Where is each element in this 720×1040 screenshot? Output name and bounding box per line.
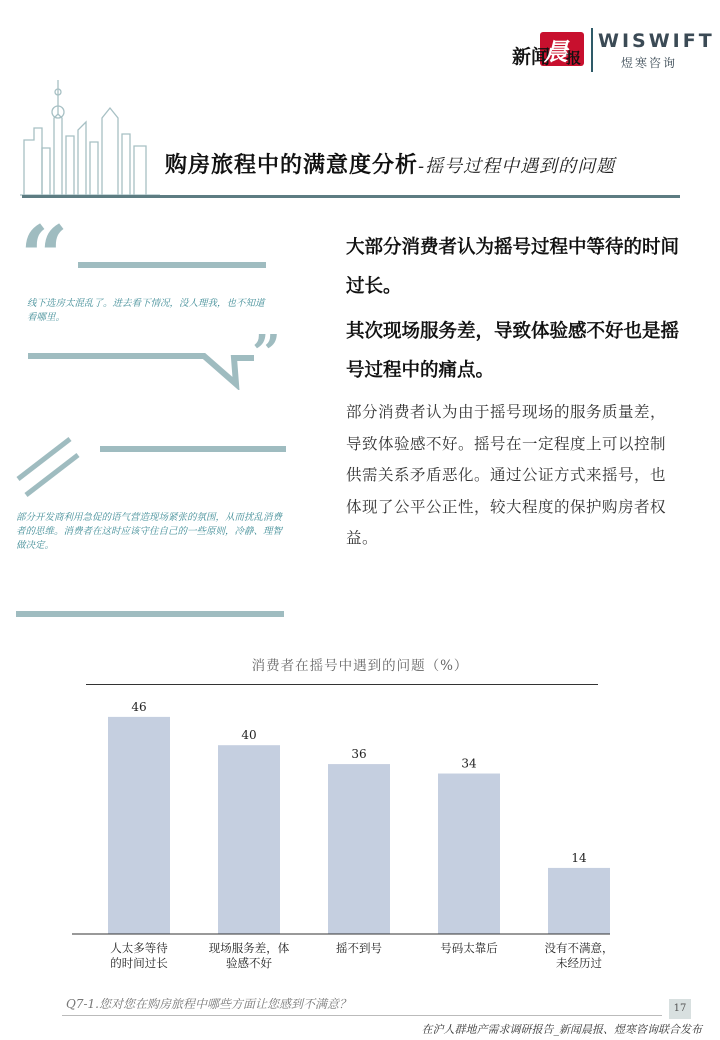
logo-divider	[591, 28, 593, 72]
category-label: 摇不到号	[336, 941, 382, 955]
category-label: 没有不满意，未经历过	[544, 941, 614, 970]
brand-name: WISWIFT	[598, 30, 715, 52]
speech-bubble-tail	[24, 340, 264, 390]
svg-text:晨: 晨	[544, 37, 568, 66]
bar-value-label: 14	[571, 850, 587, 865]
chart-bar	[328, 764, 390, 934]
footer-rule	[62, 1015, 662, 1016]
consumer-quote: 线下选房太混乱了。进去看下情况，没人理我，也不知道看哪里。	[27, 298, 265, 323]
city-skyline-illustration	[20, 78, 160, 196]
headline-secondary: 其次现场服务差，导致体验感不好也是摇号过程中的痛点。	[346, 321, 680, 381]
chart-bar	[108, 717, 170, 934]
body-paragraph: 部分消费者认为由于摇号现场的服务质量差，导致体验感不好。摇号在一定程度上可以控制供需关系矛盾恶化。通过公证方式来摇号，也体现了公平公正性，较大程度的保护购房者权益。	[346, 403, 667, 547]
chart-bar	[548, 868, 610, 934]
chart-bar	[218, 745, 280, 934]
close-quote-icon: ”	[252, 323, 281, 382]
bar-chart	[60, 688, 620, 978]
svg-text:报: 报	[566, 49, 582, 67]
chart-title-rule	[86, 684, 598, 685]
title-main: 购房旅程中的满意度分析	[165, 152, 419, 178]
decorative-bar	[16, 611, 284, 617]
bar-value-label: 36	[351, 747, 367, 762]
brand-subtitle: 煜寒咨询	[621, 56, 678, 70]
category-label: 人太多等待的时间过长	[110, 941, 168, 970]
title-underline	[22, 195, 680, 198]
xinwen-chenbao-logo	[510, 30, 586, 70]
chart-bar	[438, 774, 500, 934]
bar-value-label: 40	[241, 728, 257, 743]
open-quote-icon: “	[20, 207, 69, 306]
page-number: 17	[669, 999, 691, 1019]
decorative-bar	[78, 262, 266, 268]
footer-note: 在沪人群地产需求调研报告_新闻晨报、煜寒咨询联合发布	[421, 1023, 702, 1036]
chart-title: 消费者在摇号中遇到的问题（%）	[251, 658, 469, 674]
survey-question: Q7-1.您对您在购房旅程中哪些方面让您感到不满意？	[66, 997, 351, 1011]
page-title	[165, 148, 615, 179]
category-label: 号码太靠后	[440, 941, 498, 955]
headline-primary: 大部分消费者认为摇号过程中等待的时间过长。	[346, 237, 680, 297]
bar-value-label: 34	[461, 756, 477, 771]
slash-decoration	[12, 435, 84, 497]
analyst-note: 部分开发商利用急促的语气营造现场紧张的氛围，从而扰乱消费者的思维。消费者在这时应该守住自己的一些原则，冷静、理智做决定。	[16, 512, 283, 551]
svg-text:新闻: 新闻	[512, 46, 551, 68]
category-label: 现场服务差，体验感不好	[208, 941, 290, 970]
title-subtitle: -摇号过程中遇到的问题	[418, 156, 616, 177]
decorative-bar	[100, 446, 286, 452]
bar-value-label: 46	[131, 699, 147, 714]
